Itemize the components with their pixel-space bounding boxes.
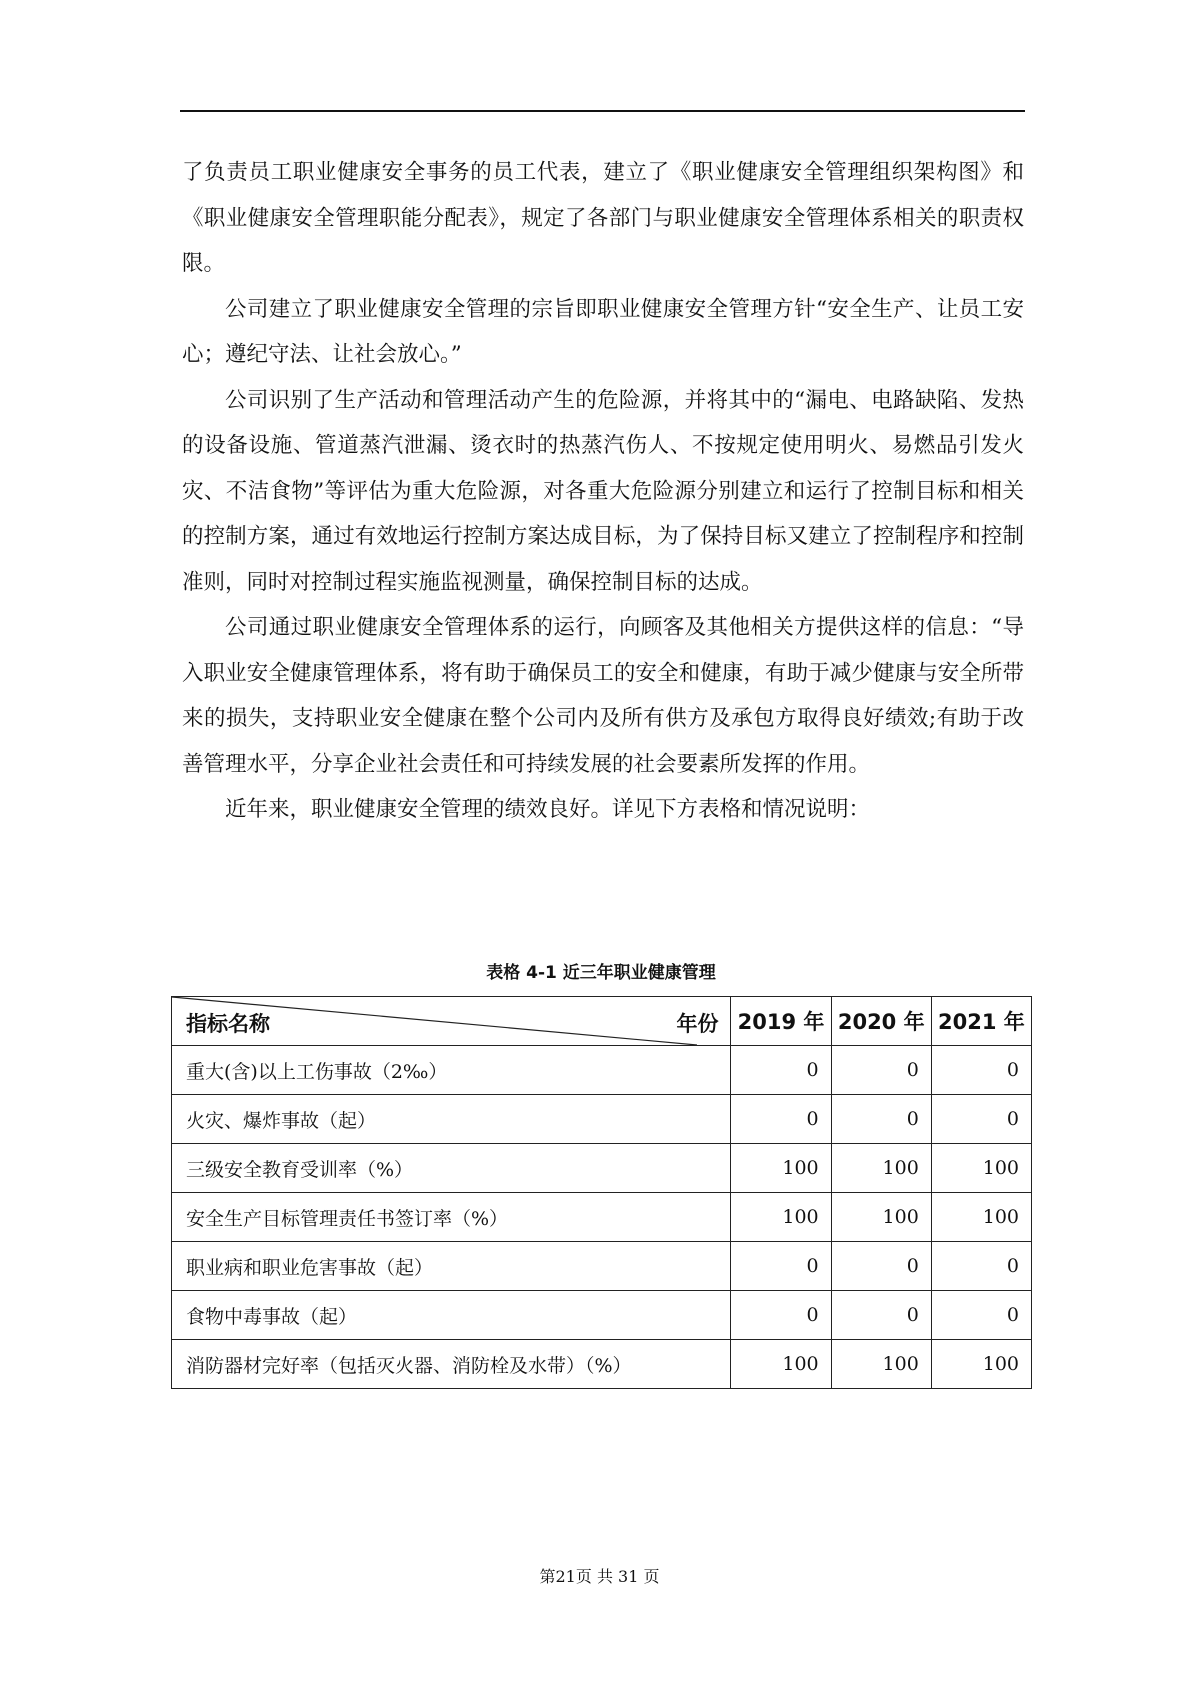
paragraph: 公司识别了生产活动和管理活动产生的危险源，并将其中的“漏电、电路缺陷、发热的设备设施、管道蒸汽泄漏、烫衣时的热蒸汽伤人、不按规定使用明火、易燃品引发火灾、不洁食物”等评估为重大危险源，对各重大危险源分别建立和运行了控制目标和相关的控制方案，通过有效地运行控制方案达成目标，为了保持目标又建立了控制程序和控制准则，同时对控制过程实施监视测量，确保控制目标的达成。	[182, 387, 1024, 595]
year-2019-header: 2019 年	[731, 997, 831, 1046]
value-cell: 0	[931, 1095, 1031, 1144]
value-cell: 0	[831, 1046, 931, 1095]
paragraph: 公司建立了职业健康安全管理的宗旨即职业健康安全管理方针“安全生产、让员工安心；遵纪守法、让社会放心。”	[182, 296, 1024, 367]
value-cell: 100	[731, 1340, 831, 1389]
indicator-name-header: 指标名称	[186, 1012, 270, 1036]
table-row	[172, 1340, 1032, 1389]
paragraph: 近年来，职业健康安全管理的绩效良好。详见下方表格和情况说明：	[225, 797, 871, 822]
value-cell: 0	[831, 1095, 931, 1144]
indicator-name: 职业病和职业危害事故（起）	[172, 1242, 731, 1291]
value-cell: 100	[931, 1193, 1031, 1242]
value-cell: 0	[731, 1242, 831, 1291]
header-rule	[180, 110, 1025, 112]
value-cell: 100	[731, 1144, 831, 1193]
value-cell: 0	[931, 1242, 1031, 1291]
indicator-name: 重大(含)以上工伤事故（2‰）	[172, 1046, 731, 1095]
table-row	[172, 1291, 1032, 1340]
value-cell: 0	[731, 1291, 831, 1340]
value-cell: 0	[931, 1291, 1031, 1340]
value-cell: 100	[731, 1193, 831, 1242]
indicator-name: 消防器材完好率（包括灭火器、消防栓及水带）（%）	[172, 1340, 731, 1389]
indicator-name: 三级安全教育受训率（%）	[172, 1144, 731, 1193]
value-cell: 100	[931, 1144, 1031, 1193]
table-row	[172, 1193, 1032, 1242]
table-row	[172, 1144, 1032, 1193]
value-cell: 0	[731, 1095, 831, 1144]
year-2021-header: 2021 年	[931, 997, 1031, 1046]
corner-header-cell	[172, 997, 731, 1046]
table-caption: 表格 4-1 近三年职业健康管理	[486, 963, 716, 983]
value-cell: 0	[931, 1046, 1031, 1095]
table-row	[172, 1095, 1032, 1144]
value-cell: 0	[831, 1242, 931, 1291]
indicator-name: 食物中毒事故（起）	[172, 1291, 731, 1340]
indicator-name: 火灾、爆炸事故（起）	[172, 1095, 731, 1144]
paragraph: 公司通过职业健康安全管理体系的运行，向顾客及其他相关方提供这样的信息：“导入职业安全健康管理体系，将有助于确保员工的安全和健康，有助于减少健康与安全所带来的损失，支持职业安全健康在整个公司内及所有供方及承包方取得良好绩效;有助于改善管理水平，分享企业社会责任和可持续发展的社会要素所发挥的作用。	[182, 615, 1024, 777]
year-header: 年份	[676, 1012, 719, 1036]
year-2020-header: 2020 年	[831, 997, 931, 1046]
indicator-name: 安全生产目标管理责任书签订率（%）	[172, 1193, 731, 1242]
table-row	[172, 1242, 1032, 1291]
value-cell: 100	[931, 1340, 1031, 1389]
value-cell: 100	[831, 1193, 931, 1242]
table-row	[172, 1046, 1032, 1095]
performance-table	[171, 996, 1032, 1389]
paragraph: 了负责员工职业健康安全事务的员工代表，建立了《职业健康安全管理组织架构图》和《职业健康安全管理职能分配表》，规定了各部门与职业健康安全管理体系相关的职责权限。	[182, 160, 1024, 276]
value-cell: 100	[831, 1340, 931, 1389]
table-header-row	[172, 997, 1032, 1046]
value-cell: 0	[731, 1046, 831, 1095]
body-text	[182, 150, 1024, 833]
page-footer: 第21页 共 31 页	[539, 1567, 660, 1586]
value-cell: 0	[831, 1291, 931, 1340]
value-cell: 100	[831, 1144, 931, 1193]
